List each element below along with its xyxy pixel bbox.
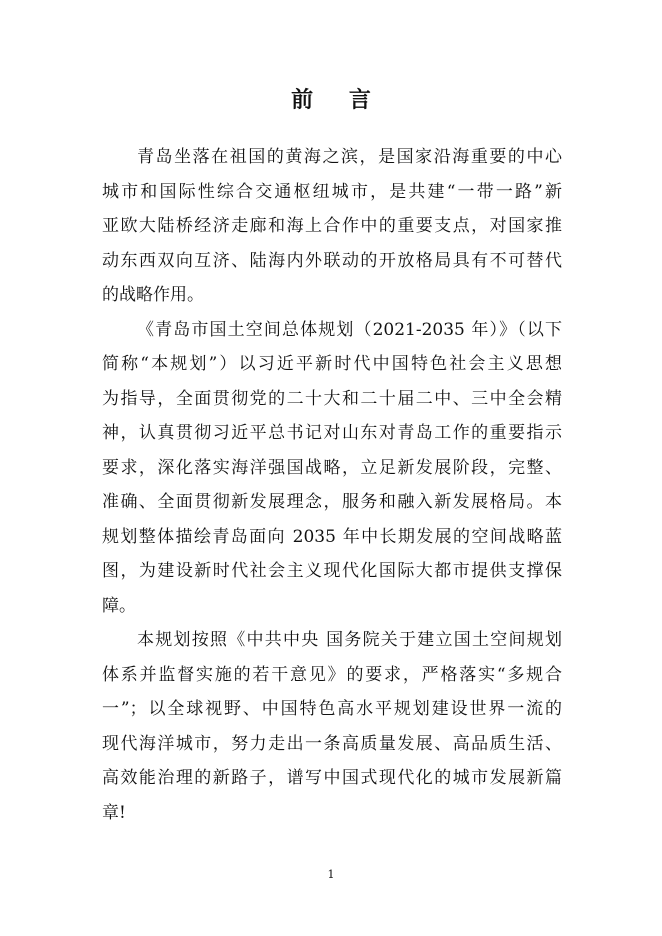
paragraph-3-line-3: 一”；以全球视野、中国特色高水平规划建设世界一流的 — [102, 699, 562, 719]
paragraph-3-line-4: 现代海洋城市，努力走出一条高质量发展、高品质生活、 — [102, 733, 562, 754]
paragraph-1-line-1: 青岛坐落在祖国的黄海之滨，是国家沿海重要的中心 — [137, 147, 562, 167]
paragraph-1-line-3: 亚欧大陆桥经济走廊和海上合作中的重要支点，对国家推 — [102, 216, 562, 236]
paragraph-2-line-2: 简称“本规划”）以习近平新时代中国特色社会主义思想 — [102, 354, 562, 374]
paragraph-2-line-8: 图，为建设新时代社会主义现代化国际大都市提供支撑保 — [102, 561, 562, 581]
paragraph-2-line-3: 为指导，全面贯彻党的二十大和二十届二中、三中全会精 — [102, 388, 562, 409]
paragraph-1-line-4: 动东西双向互济、陆海内外联动的开放格局具有不可替代 — [102, 250, 562, 271]
paragraph-3-line-1: 本规划按照《中共中央 国务院关于建立国土空间规划 — [137, 630, 562, 650]
paragraph-2-line-4: 神，认真贯彻习近平总书记对山东对青岛工作的重要指示 — [102, 423, 562, 443]
paragraph-2-line-1: 《青岛市国土空间总体规划（2021-2035 年）》（以下 — [137, 319, 562, 340]
paragraph-1-line-5: 的战略作用。 — [102, 285, 204, 305]
paragraph-2-line-7: 规划整体描绘青岛面向 2035 年中长期发展的空间战略蓝 — [102, 526, 562, 547]
page-number: 1 — [327, 868, 335, 881]
paragraph-1-line-2: 城市和国际性综合交通枢纽城市，是共建“一带一路”新 — [102, 181, 562, 202]
paragraph-2-line-9: 障。 — [102, 595, 136, 616]
paragraph-3-line-6: 章! — [102, 802, 126, 823]
paragraph-3-line-2: 体系并监督实施的若干意见》的要求，严格落实“多规合 — [102, 664, 562, 685]
paragraph-3-line-5: 高效能治理的新路子，谱写中国式现代化的城市发展新篇 — [102, 768, 562, 788]
paragraph-2-line-5: 要求，深化落实海洋强国战略，立足新发展阶段，完整、 — [102, 457, 562, 478]
paragraph-2-line-6: 准确、全面贯彻新发展理念，服务和融入新发展格局。本 — [102, 492, 562, 512]
page-title: 前 言 — [291, 87, 385, 113]
body-text — [102, 140, 562, 830]
